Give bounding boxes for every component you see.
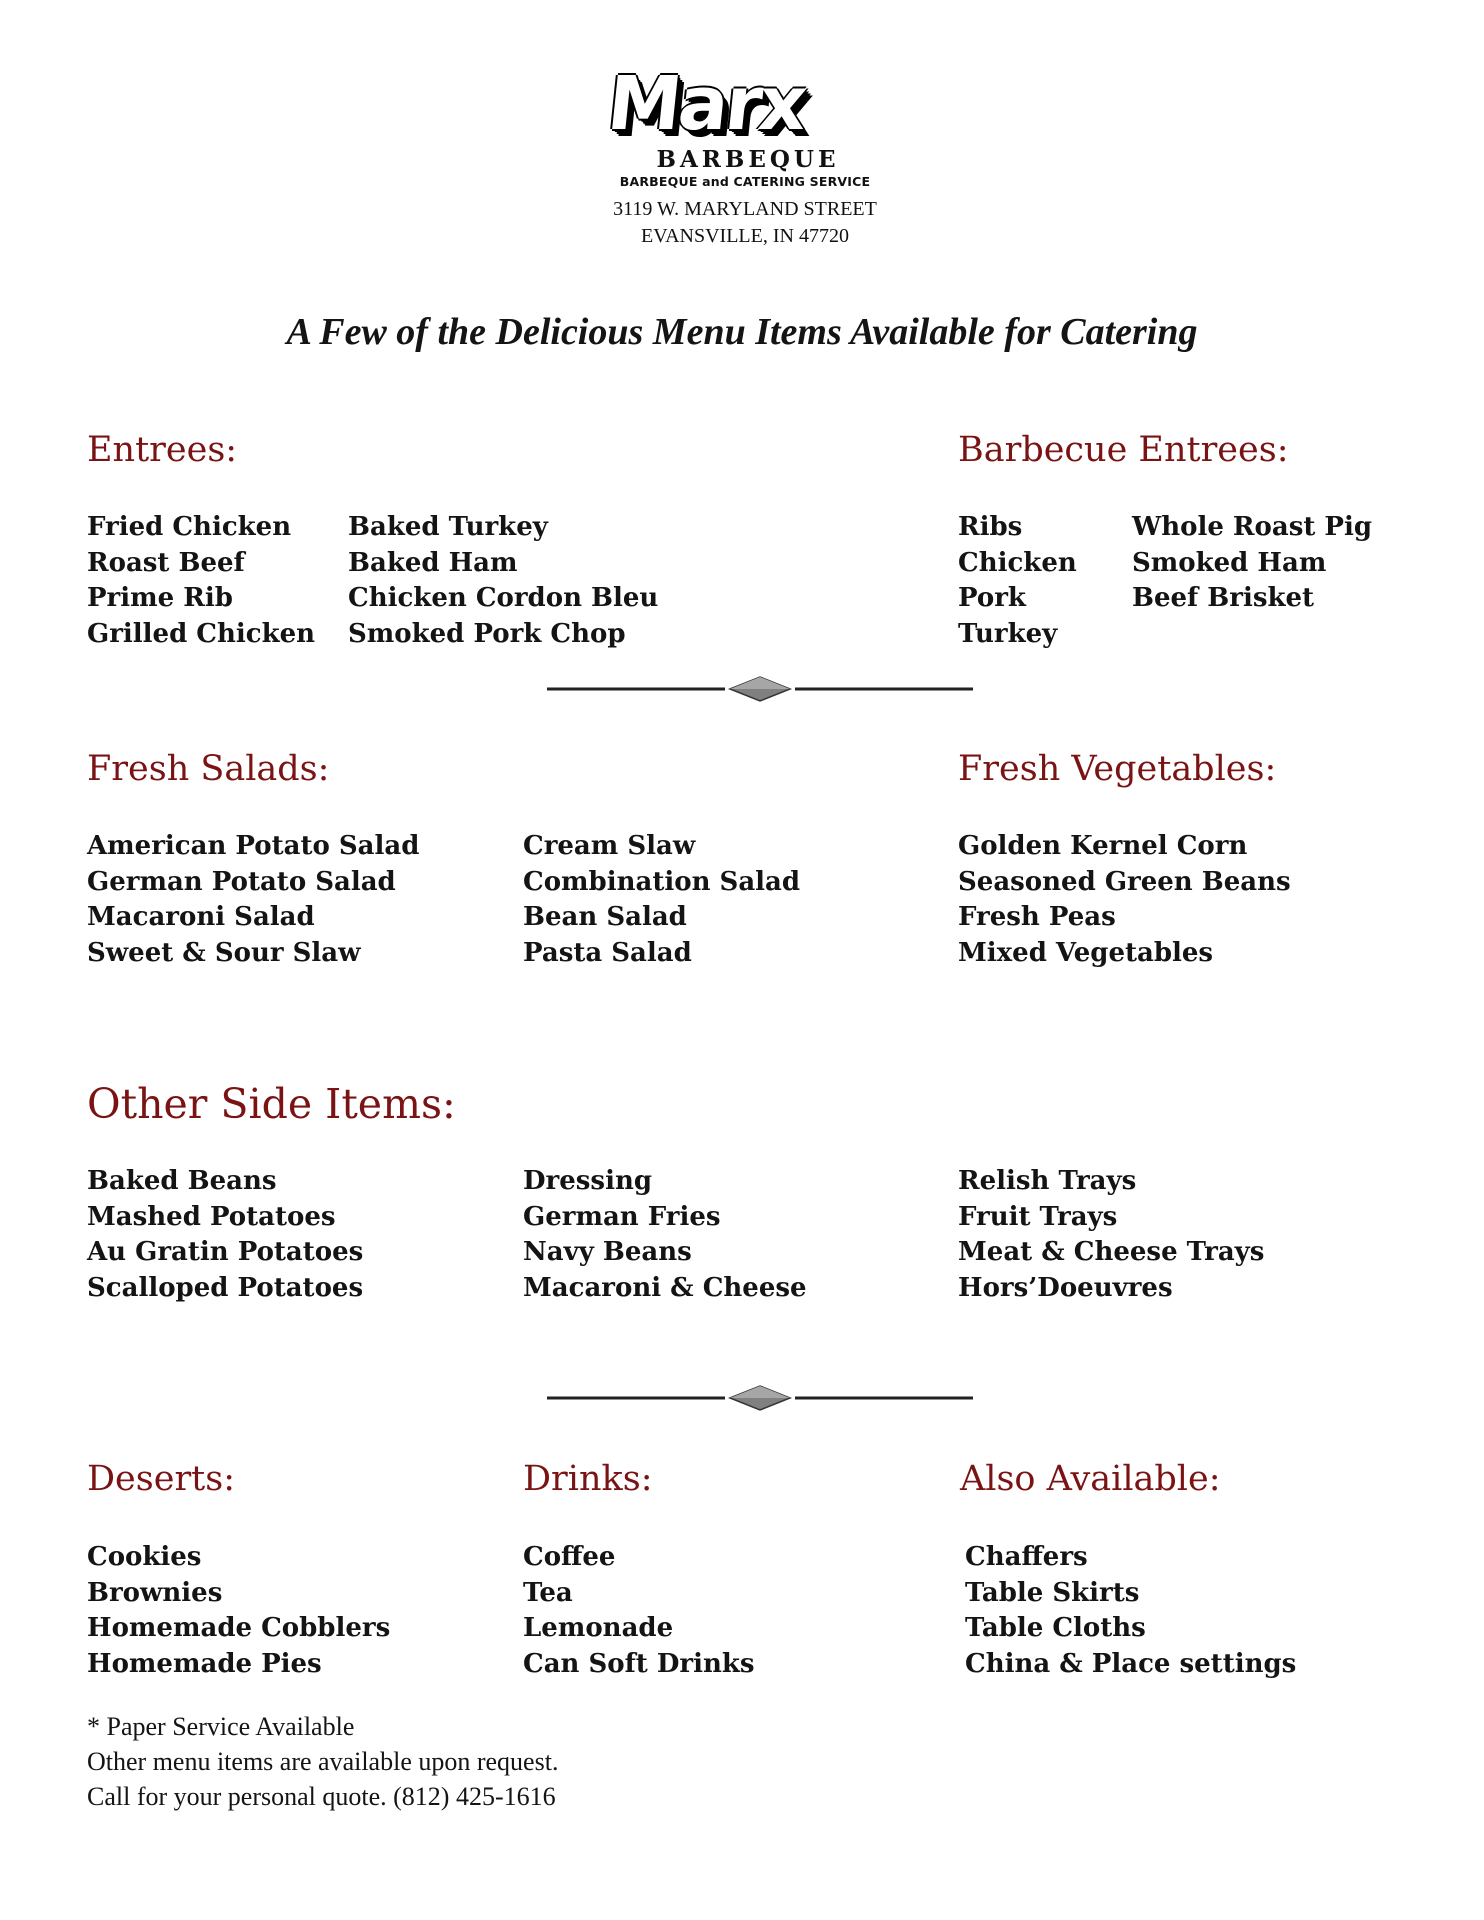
- list-item: Lemonade: [523, 1613, 674, 1643]
- list-item: Homemade Cobblers: [87, 1613, 391, 1643]
- ornamental-divider: [545, 1383, 975, 1413]
- list-item: Ribs: [958, 512, 1023, 542]
- list-item: Mashed Potatoes: [87, 1201, 336, 1232]
- logo-subtitle: BARBEQUE: [656, 146, 840, 173]
- list-item: Macaroni & Cheese: [523, 1272, 807, 1303]
- bbq-entrees-title: Barbecue Entrees:: [958, 430, 1289, 470]
- entrees-title: Entrees:: [87, 430, 238, 470]
- logo-wordmark: Marx: [603, 61, 809, 147]
- list-item: Smoked Ham: [1132, 547, 1327, 578]
- list-item: Bean Salad: [523, 902, 687, 932]
- list-item: Hors’Doeuvres: [958, 1272, 1173, 1303]
- sides-list-3: [958, 1164, 1264, 1306]
- entrees-list-1: [87, 510, 315, 652]
- list-item: Seasoned Green Beans: [958, 866, 1291, 897]
- also-available-title: Also Available:: [960, 1459, 1221, 1499]
- list-item: Relish Trays: [958, 1166, 1137, 1196]
- list-item: American Potato Salad: [87, 831, 420, 861]
- list-item: China & Place settings: [965, 1648, 1297, 1679]
- list-item: German Fries: [523, 1201, 721, 1232]
- list-item: Chaffers: [965, 1542, 1088, 1572]
- deserts-list: [87, 1540, 390, 1682]
- also-available-list: [965, 1540, 1296, 1682]
- list-item: Baked Turkey: [348, 512, 548, 542]
- list-item: Combination Salad: [523, 866, 801, 897]
- list-item: Can Soft Drinks: [523, 1648, 755, 1679]
- list-item: Au Gratin Potatoes: [87, 1237, 364, 1267]
- drinks-list: [523, 1540, 755, 1682]
- vegetables-list: [958, 829, 1291, 971]
- list-item: Prime Rib: [87, 583, 233, 613]
- address-street: 3119 W. MARYLAND STREET: [613, 198, 877, 220]
- bbq-entrees-list-1: [958, 510, 1077, 652]
- list-item: Roast Beef: [87, 547, 245, 578]
- sides-title: Other Side Items:: [87, 1080, 456, 1128]
- list-item: Chicken Cordon Bleu: [348, 583, 659, 613]
- ornamental-divider: [545, 674, 975, 704]
- page-headline: A Few of the Delicious Menu Items Available for Catering: [286, 311, 1198, 353]
- list-item: Table Cloths: [965, 1613, 1146, 1643]
- list-item: Cream Slaw: [523, 831, 696, 861]
- list-item: Mixed Vegetables: [958, 937, 1214, 968]
- sides-list-2: [523, 1164, 807, 1306]
- list-item: Dressing: [523, 1166, 653, 1196]
- list-item: Fried Chicken: [87, 512, 292, 542]
- list-item: Chicken: [958, 547, 1077, 578]
- list-item: Cookies: [87, 1542, 202, 1572]
- list-item: Smoked Pork Chop: [348, 618, 626, 649]
- list-item: Grilled Chicken: [87, 618, 316, 649]
- sides-list-1: [87, 1164, 363, 1306]
- list-item: Coffee: [523, 1542, 616, 1572]
- salads-list-2: [523, 829, 800, 971]
- bbq-entrees-list-2: [1132, 510, 1372, 617]
- list-item: Sweet & Sour Slaw: [87, 937, 361, 968]
- list-item: Meat & Cheese Trays: [958, 1237, 1265, 1267]
- list-item: Fresh Peas: [958, 902, 1116, 932]
- list-item: Scalloped Potatoes: [87, 1272, 364, 1303]
- salads-list-1: [87, 829, 419, 971]
- list-item: German Potato Salad: [87, 866, 396, 897]
- list-item: Golden Kernel Corn: [958, 831, 1248, 861]
- list-item: Baked Ham: [348, 547, 518, 578]
- footnote-other-items: Other menu items are available upon request.: [87, 1747, 559, 1776]
- list-item: Beef Brisket: [1132, 583, 1315, 613]
- marx-logo: [600, 62, 890, 172]
- list-item: Tea: [523, 1577, 573, 1608]
- drinks-title: Drinks:: [523, 1459, 653, 1499]
- salads-title: Fresh Salads:: [87, 749, 330, 789]
- list-item: Navy Beans: [523, 1237, 692, 1267]
- list-item: Pork: [958, 583, 1026, 613]
- deserts-title: Deserts:: [87, 1459, 235, 1499]
- entrees-list-2: [348, 510, 658, 652]
- vegetables-title: Fresh Vegetables:: [958, 749, 1277, 789]
- list-item: Baked Beans: [87, 1166, 277, 1196]
- list-item: Pasta Salad: [523, 937, 692, 968]
- tagline: BARBEQUE and CATERING SERVICE: [619, 174, 871, 189]
- footnote-paper-service: * Paper Service Available: [87, 1712, 355, 1741]
- list-item: Fruit Trays: [958, 1201, 1118, 1232]
- list-item: Homemade Pies: [87, 1648, 322, 1679]
- list-item: Turkey: [958, 618, 1058, 649]
- list-item: Whole Roast Pig: [1132, 512, 1373, 542]
- footnote-contact: Call for your personal quote. (812) 425-1616: [87, 1782, 556, 1811]
- list-item: Table Skirts: [965, 1577, 1140, 1608]
- list-item: Macaroni Salad: [87, 902, 315, 932]
- list-item: Brownies: [87, 1577, 223, 1608]
- address-city: EVANSVILLE, IN 47720: [641, 225, 849, 247]
